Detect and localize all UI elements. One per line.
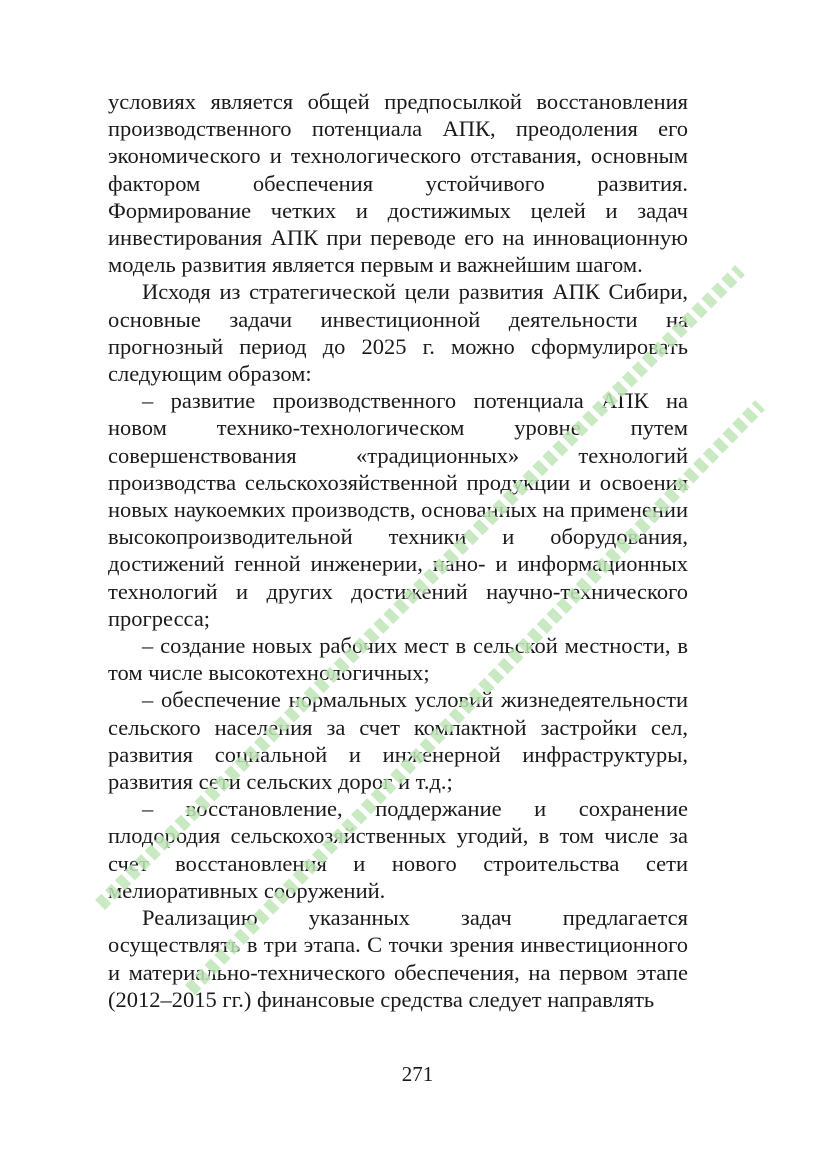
page-number: 271 — [401, 1062, 434, 1086]
list-item-soil-fertility: – восстановление, поддержание и сохранение плодородия сельскохозяйственных угодий, в том числе за счет восстановления и нового строительства сети мелиоративных сооружений. — [108, 796, 688, 903]
list-item-new-jobs: – создание новых рабочих мест в сельской местности, в том числе высокотехнологичных; — [108, 633, 688, 686]
paragraph-implementation-stages: Реализацию указанных задач предлагается осуществлять в три этапа. С точки зрения инвестиционного и материально-технического обеспечения, на первом этапе (2012–2015 гг.) финансовые средства следует направлять — [108, 905, 688, 1012]
list-item-living-conditions: – обеспечение нормальных условий жизнедеятельности сельского населения за счет компактной застройки сел, развития социальной и инженерной инфраструктуры, развития сети сельских дорог и т.д.; — [108, 687, 688, 795]
paragraph-goals-lead: Исходя из стратегической цели развития АПК Сибири, основные задачи инвестиционной деятельности на прогнозный период до 2025 г. можно сформулировать следующим образом: — [108, 279, 688, 387]
body-text — [108, 88, 688, 1013]
list-item-production-potential: – развитие производственного потенциала АПК на новом технико-технологическом уровне путем совершенствования «традиционных» технологий производства сельскохозяйственной продукции и освоения новых наукоемких производств, основанных на применении высокопроизводительной техники и оборудования, достижений генной инженерии, нано- и информационных технологий и других достижений научно-технического прогресса; — [108, 388, 688, 631]
paragraph-intro: условиях является общей предпосылкой восстановления производственного потенциала АПК, преодоления его экономического и технологического отставания, основным фактором обеспечения устойчивого развития. Формирование четких и достижимых целей и задач инвестирования АПК при переводе его на инновационную модель развития является первым и важнейшим шагом. — [108, 89, 688, 278]
